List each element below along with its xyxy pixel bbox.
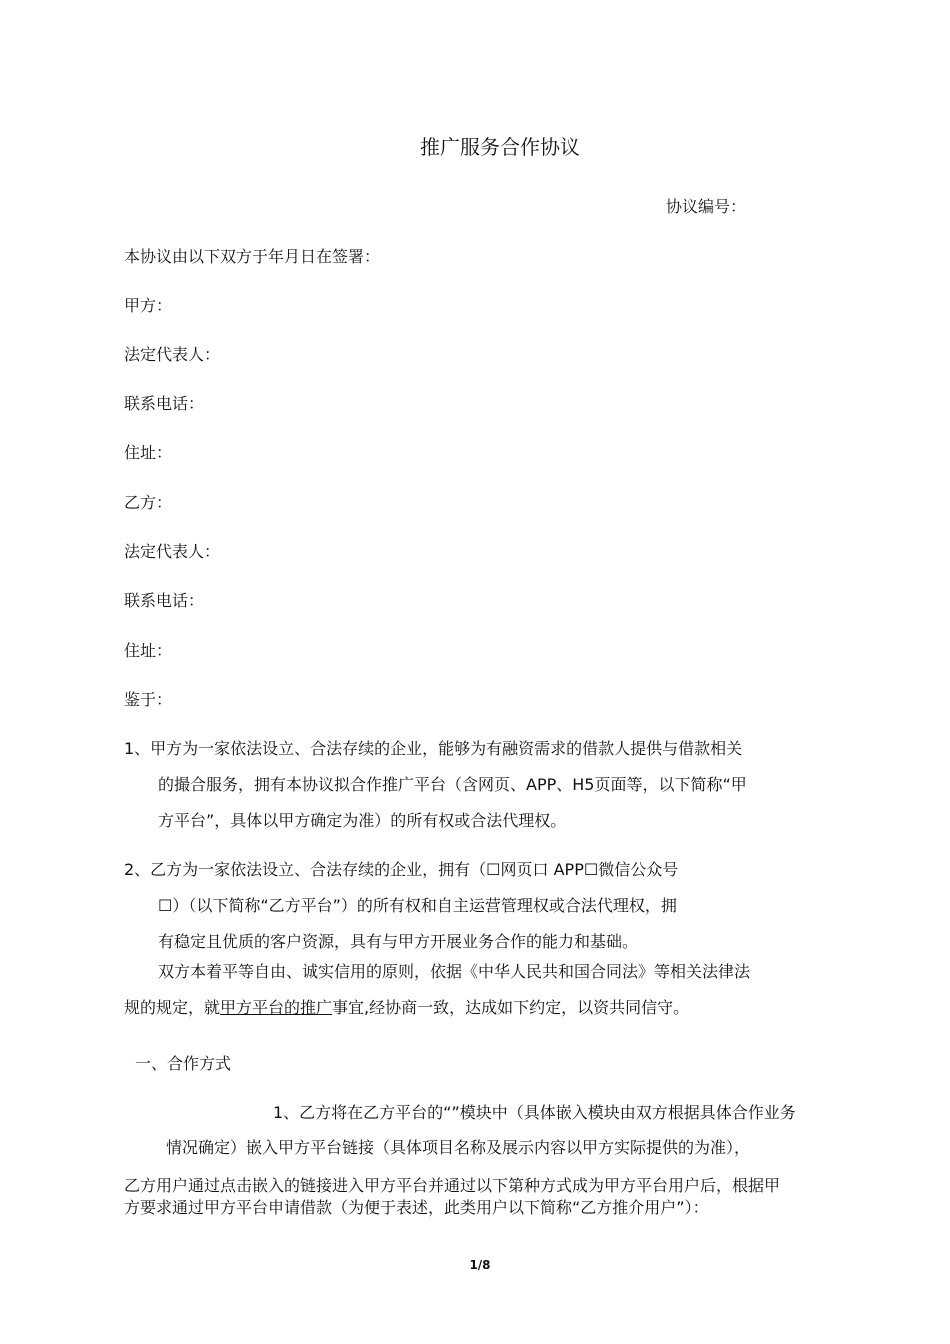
section-1-para-1-line-1: 1、乙方将在乙方平台的“”模块中（具体嵌入模块由双方根据具体合作业务 bbox=[273, 1103, 796, 1122]
page-title: 推广服务合作协议 bbox=[420, 135, 580, 159]
whereas-item-2-line-1: 2、乙方为一家依法设立、合法存续的企业，拥有（☐网页口 APP☐微信公众号 bbox=[124, 860, 679, 879]
whereas-item-1-line-1: 1、甲方为一家依法设立、合法存续的企业，能够为有融资需求的借款人提供与借款相关 bbox=[124, 739, 743, 758]
page-number: 1/8 bbox=[469, 1258, 491, 1272]
section-1-heading: 一、合作方式 bbox=[135, 1054, 232, 1073]
whereas-item-1-line-2: 的撮合服务，拥有本协议拟合作推广平台（含网页、APP、H5页面等，以下简称“甲 bbox=[158, 775, 747, 794]
party-a-address: 住址： bbox=[124, 443, 173, 462]
agreement-number-label: 协议编号： bbox=[666, 197, 747, 216]
party-b-label: 乙方： bbox=[124, 493, 173, 512]
closing-text-post: 事宜,经协商一致，达成如下约定，以资共同信守。 bbox=[332, 998, 690, 1017]
party-a-rep: 法定代表人： bbox=[124, 345, 221, 364]
whereas-item-2-line-3: 有稳定且优质的客户资源，具有与甲方开展业务合作的能力和基础。 bbox=[158, 932, 639, 951]
section-1-para-1-line-2: 情况确定）嵌入甲方平台链接（具体项目名称及展示内容以甲方实际提供的为准）， bbox=[166, 1138, 751, 1157]
party-a-label: 甲方： bbox=[124, 296, 173, 315]
section-1-para-2-line-1: 乙方用户通过点击嵌入的链接进入甲方平台并通过以下第种方式成为甲方平台用户后，根据甲 bbox=[124, 1176, 781, 1195]
whereas-closing-line-2 bbox=[124, 998, 689, 1018]
whereas-label: 鉴于： bbox=[124, 690, 173, 709]
party-a-phone: 联系电话： bbox=[124, 394, 205, 413]
whereas-item-1-line-3: 方平台”，具体以甲方确定为准）的所有权或合法代理权。 bbox=[158, 811, 567, 830]
party-b-phone: 联系电话： bbox=[124, 591, 205, 610]
party-b-address: 住址： bbox=[124, 641, 173, 660]
intro-line: 本协议由以下双方于年月日在签署： bbox=[124, 247, 381, 266]
section-1-para-2-line-2: 方要求通过甲方平台申请借款（为便于表述，此类用户以下简称“乙方推介用户”）： bbox=[124, 1198, 709, 1217]
closing-text-underlined: 甲方平台的推广 bbox=[220, 998, 333, 1017]
whereas-closing-line-1: 双方本着平等自由、诚实信用的原则，依据《中华人民共和国合同法》等相关法律法 bbox=[158, 962, 751, 981]
party-b-rep: 法定代表人： bbox=[124, 542, 221, 561]
whereas-item-2-line-2: ☐）（以下简称“乙方平台”）的所有权和自主运营管理权或合法代理权，拥 bbox=[158, 896, 677, 915]
closing-text-pre: 规的规定，就 bbox=[124, 998, 221, 1017]
